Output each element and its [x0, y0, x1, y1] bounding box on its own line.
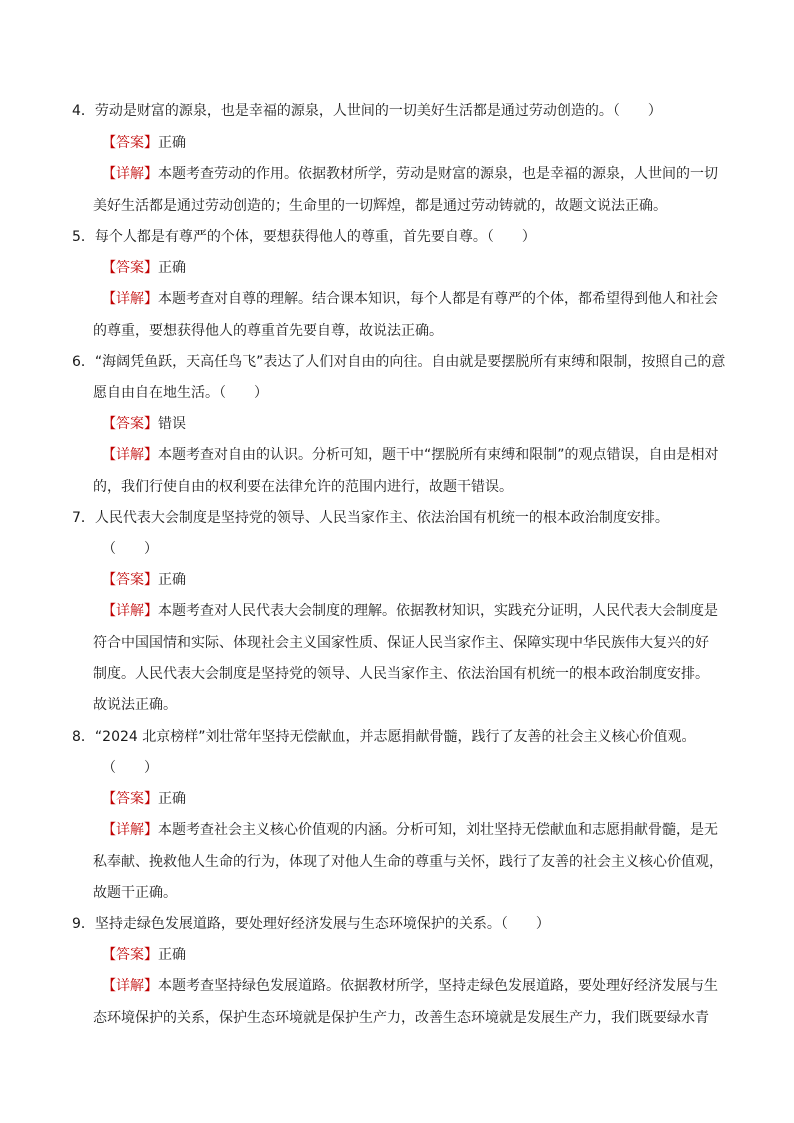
answer-tag: 【答案】	[102, 791, 158, 807]
answer-tag: 【答案】	[102, 572, 158, 588]
question-7-stem: 7．人民代表大会制度是坚持党的领导、人民当家作主、依法治国有机统一的根本政治制度安排。	[72, 510, 669, 526]
question-5-detail	[102, 289, 718, 309]
question-9-detail	[102, 976, 718, 996]
question-6-stem: 6．“海阔凭鱼跃，天高任鸟飞”表达了人们对自由的向往。自由就是要摆脱所有束缚和限制，按照自己的意	[72, 354, 726, 370]
question-6-stem-cont: 愿自由自在地生活。（ ）	[93, 385, 268, 401]
question-6-detail-cont: 的，我们行使自由的权利要在法律允许的范围内进行，故题干错误。	[93, 479, 513, 495]
question-8-answer	[102, 789, 186, 809]
detail-text: 本题考查劳动的作用。依据教材所学，劳动是财富的源泉，也是幸福的源泉，人世间的一切	[158, 166, 718, 182]
question-9-detail-cont: 态环境保护的关系，保护生态环境就是保护生产力，改善生态环境就是发展生产力，我们既要绿水青	[93, 1010, 709, 1026]
detail-text: 本题考查对人民代表大会制度的理解。依据教材知识，实践充分证明，人民代表大会制度是	[158, 603, 718, 619]
answer-value: 错误	[158, 416, 186, 432]
question-8-stem: 8．“2024 北京榜样”刘壮常年坚持无偿献血，并志愿捐献骨髓，践行了友善的社会主义核心价值观。	[72, 729, 696, 745]
question-9-answer	[102, 945, 186, 965]
answer-tag: 【答案】	[102, 135, 158, 151]
question-6-detail	[102, 445, 719, 465]
question-5-stem: 5．每个人都是有尊严的个体，要想获得他人的尊重，首先要自尊。（ ）	[72, 229, 536, 245]
question-7-answer	[102, 570, 186, 590]
question-4-stem: 4．劳动是财富的源泉，也是幸福的源泉，人世间的一切美好生活都是通过劳动创造的。（ ）	[72, 103, 662, 119]
answer-value: 正确	[158, 260, 186, 276]
answer-value: 正确	[158, 791, 186, 807]
question-8-detail	[102, 820, 718, 840]
question-4-detail	[102, 164, 718, 184]
detail-text: 本题考查社会主义核心价值观的内涵。分析可知，刘壮坚持无偿献血和志愿捐献骨髓，是无	[158, 822, 718, 838]
question-4-detail-cont: 美好生活都是通过劳动创造的；生命里的一切辉煌，都是通过劳动铸就的，故题文说法正确。	[93, 198, 667, 214]
question-7-detail-cont: 符合中国国情和实际、体现社会主义国家性质、保证人民当家作主、保障实现中华民族伟大复兴的好	[93, 635, 709, 651]
answer-tag: 【答案】	[102, 260, 158, 276]
answer-value: 正确	[158, 947, 186, 963]
detail-tag: 【详解】	[102, 447, 158, 463]
question-8-detail-cont: 私奉献、挽救他人生命的行为，体现了对他人生命的尊重与关怀，践行了友善的社会主义核心价值观，	[93, 854, 723, 870]
detail-tag: 【详解】	[102, 978, 158, 994]
answer-value: 正确	[158, 135, 186, 151]
answer-tag: 【答案】	[102, 416, 158, 432]
answer-value: 正确	[158, 572, 186, 588]
detail-text: 本题考查坚持绿色发展道路。依据教材所学，坚持走绿色发展道路，要处理好经济发展与生	[158, 978, 718, 994]
answer-tag: 【答案】	[102, 947, 158, 963]
question-6-answer	[102, 414, 186, 434]
detail-tag: 【详解】	[102, 166, 158, 182]
detail-text: 本题考查对自由的认识。分析可知，题干中“摆脱所有束缚和限制”的观点错误，自由是相对	[158, 447, 719, 463]
detail-tag: 【详解】	[102, 822, 158, 838]
detail-text: 本题考查对自尊的理解。结合课本知识，每个人都是有尊严的个体，都希望得到他人和社会	[158, 291, 718, 307]
question-7-stem-cont: （ ）	[102, 541, 158, 557]
question-7-detail	[102, 601, 718, 621]
question-8-detail-cont: 故题干正确。	[93, 885, 177, 901]
detail-tag: 【详解】	[102, 603, 158, 619]
question-5-detail-cont: 的尊重，要想获得他人的尊重首先要自尊，故说法正确。	[93, 323, 443, 339]
question-5-answer	[102, 258, 186, 278]
question-7-detail-cont: 制度。人民代表大会制度是坚持党的领导、人民当家作主、依法治国有机统一的根本政治制度安排。	[93, 666, 709, 682]
question-8-stem-cont: （ ）	[102, 760, 158, 776]
question-4-answer	[102, 133, 186, 153]
question-7-detail-cont: 故说法正确。	[93, 697, 177, 713]
question-9-stem: 9．坚持走绿色发展道路，要处理好经济发展与生态环境保护的关系。（ ）	[72, 916, 550, 932]
detail-tag: 【详解】	[102, 291, 158, 307]
